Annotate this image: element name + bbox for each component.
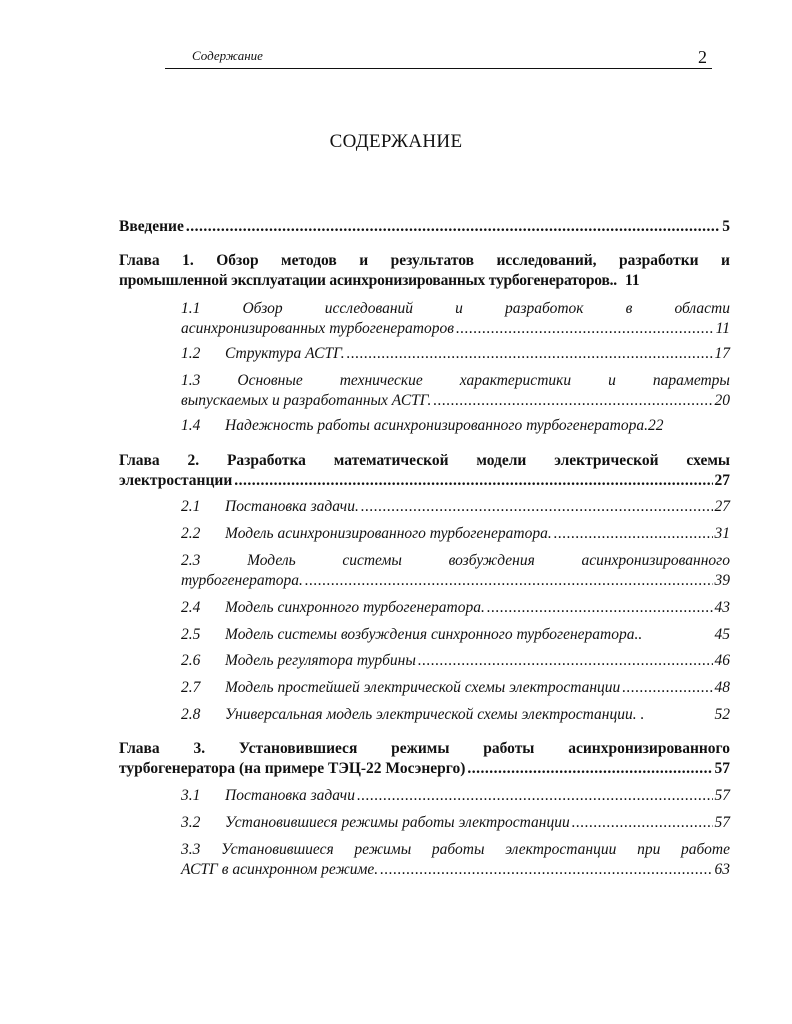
toc-entry-section-1-3[interactable]: 1.3 Основные технические характеристики и параметры выпускаемых и разработанных АСТГ. ..... 20	[181, 371, 730, 411]
toc-page-number: 57	[714, 760, 730, 777]
toc-entry-title: Надежность работы асинхронизированного турбогенератора.	[225, 417, 648, 434]
toc-entry-section-1-2[interactable]	[181, 344, 730, 364]
dot-leader	[467, 759, 712, 779]
toc-entry-chapter-1[interactable]: Глава 1. Обзор методов и результатов исследований, разработки и промышленной эксплуатации асинхронизированных турбогенераторов.. 11	[119, 252, 730, 289]
toc-entry-section-2-2[interactable]	[181, 524, 730, 544]
toc-entry-title: Модель регулятора турбины	[225, 652, 416, 669]
toc-entry-section-3-2[interactable]	[181, 813, 730, 833]
dot-leader	[347, 344, 713, 364]
toc-section-number: 2.2	[181, 525, 201, 542]
dot-leader	[380, 860, 712, 880]
toc-page-number: 43	[714, 599, 730, 616]
toc-entry-title: Структура АСТГ.	[225, 345, 345, 362]
dot-leader	[305, 571, 713, 591]
dot-leader	[186, 217, 720, 237]
toc-page-number: 22	[647, 417, 664, 434]
dot-leader	[433, 391, 712, 411]
running-header: Содержание	[192, 48, 263, 63]
page-title: СОДЕРЖАНИЕ	[329, 131, 463, 152]
toc-section-number: 2.8	[181, 706, 201, 723]
toc-entry-section-2-5[interactable]	[181, 625, 730, 645]
dot-leader	[456, 319, 714, 339]
toc-entry-title: 1.1 Обзор исследований и разработок в области	[181, 300, 730, 317]
toc-entry-title: Постановка задачи	[225, 787, 355, 804]
toc-entry-title: Введение	[119, 218, 184, 235]
toc-page-number: 11	[715, 320, 730, 337]
toc-entry-title: 3.3 Установившиеся режимы работы электростанции при работе	[181, 841, 730, 858]
dot-leader	[357, 786, 713, 806]
toc-entry-title: 2.3 Модель системы возбуждения асинхронизированного	[181, 552, 730, 569]
toc-section-number: 3.2	[181, 814, 201, 831]
toc-entry-title: Постановка задачи.	[225, 498, 359, 515]
toc-page-number: 57	[714, 814, 730, 831]
toc-entry-section-2-3[interactable]: 2.3 Модель системы возбуждения асинхронизированного турбогенератора. ..... 39	[181, 551, 730, 591]
toc-entry-section-2-6[interactable]	[181, 651, 730, 671]
toc-entry-chapter-2[interactable]: Глава 2. Разработка математической модели электрической схемы электростанции ..... 27	[119, 451, 730, 491]
toc-entry-section-2-8[interactable]	[181, 705, 730, 725]
toc-section-number: 2.6	[181, 652, 201, 669]
dot-leader	[554, 524, 713, 544]
toc-page-number: 48	[714, 679, 730, 696]
toc-page-number: 27	[714, 498, 730, 515]
toc-page-number: 46	[714, 652, 730, 669]
toc-section-number: 1.2	[181, 345, 201, 362]
toc-section-number: 1.4	[181, 417, 201, 434]
toc-entry-title: Глава 3. Установившиеся режимы работы асинхронизированного	[119, 740, 730, 757]
toc-section-number: 2.4	[181, 599, 201, 616]
toc-page-number: 17	[714, 345, 730, 362]
toc-page-number: 27	[714, 472, 730, 489]
toc-entry-title: Модель системы возбуждения синхронного турбогенератора..	[225, 626, 643, 643]
toc-entry-title: 1.3 Основные технические характеристики и параметры	[181, 372, 730, 389]
dot-leader	[418, 651, 713, 671]
toc-entry-section-1-4[interactable]	[181, 416, 730, 436]
toc-entry-title: Универсальная модель электрической схемы электростанции. .	[225, 706, 645, 723]
page-number: 2	[698, 47, 707, 67]
toc-page-number: 45	[714, 626, 730, 643]
toc-entry-section-3-3[interactable]: 3.3 Установившиеся режимы работы электростанции при работе АСТГ в асинхронном режиме. ..... 63	[181, 840, 730, 880]
toc-page-number: 11	[624, 272, 640, 289]
toc-entry-title: Модель простейшей электрической схемы электростанции	[225, 679, 621, 696]
dot-leader	[361, 497, 713, 517]
toc-entry-title: Установившиеся режимы работы электростанции	[225, 814, 570, 831]
toc-entry-chapter-3[interactable]: Глава 3. Установившиеся режимы работы асинхронизированного турбогенератора (на примере ТЭЦ-22 Мосэнерго) ..... 57	[119, 739, 730, 779]
toc-page-number: 52	[714, 706, 730, 723]
toc-section-number: 2.1	[181, 498, 201, 515]
dot-leader	[487, 598, 713, 618]
toc-entry-section-3-1[interactable]	[181, 786, 730, 806]
toc-entry-section-2-1[interactable]	[181, 497, 730, 517]
toc-entry-title: Модель синхронного турбогенератора.	[225, 599, 485, 616]
toc-entry-section-2-7[interactable]	[181, 678, 730, 698]
toc-page-number: 20	[714, 392, 730, 409]
toc-entry-title: Глава 2. Разработка математической модели электрической схемы	[119, 452, 730, 469]
toc-entry-section-1-1[interactable]: 1.1 Обзор исследований и разработок в области асинхронизированных турбогенераторов ..... 11	[181, 299, 730, 339]
toc-section-number: 2.7	[181, 679, 201, 696]
toc-page-number: 39	[714, 572, 730, 589]
dot-leader	[572, 813, 713, 833]
dot-leader	[234, 471, 712, 491]
toc-page-number: 63	[714, 861, 730, 878]
toc-page-number: 5	[722, 218, 730, 235]
toc-page-number: 31	[714, 525, 730, 542]
toc-page-number: 57	[714, 787, 730, 804]
toc-entry-title: Модель асинхронизированного турбогенератора.	[225, 525, 552, 542]
toc-section-number: 3.1	[181, 787, 201, 804]
dot-leader	[622, 678, 712, 698]
toc-section-number: 2.5	[181, 626, 201, 643]
toc-entry-title: Глава 1. Обзор методов и результатов исследований, разработки и	[119, 252, 730, 269]
header-rule	[165, 68, 712, 69]
toc-entry-intro[interactable]	[119, 217, 730, 237]
toc-entry-section-2-4[interactable]	[181, 598, 730, 618]
